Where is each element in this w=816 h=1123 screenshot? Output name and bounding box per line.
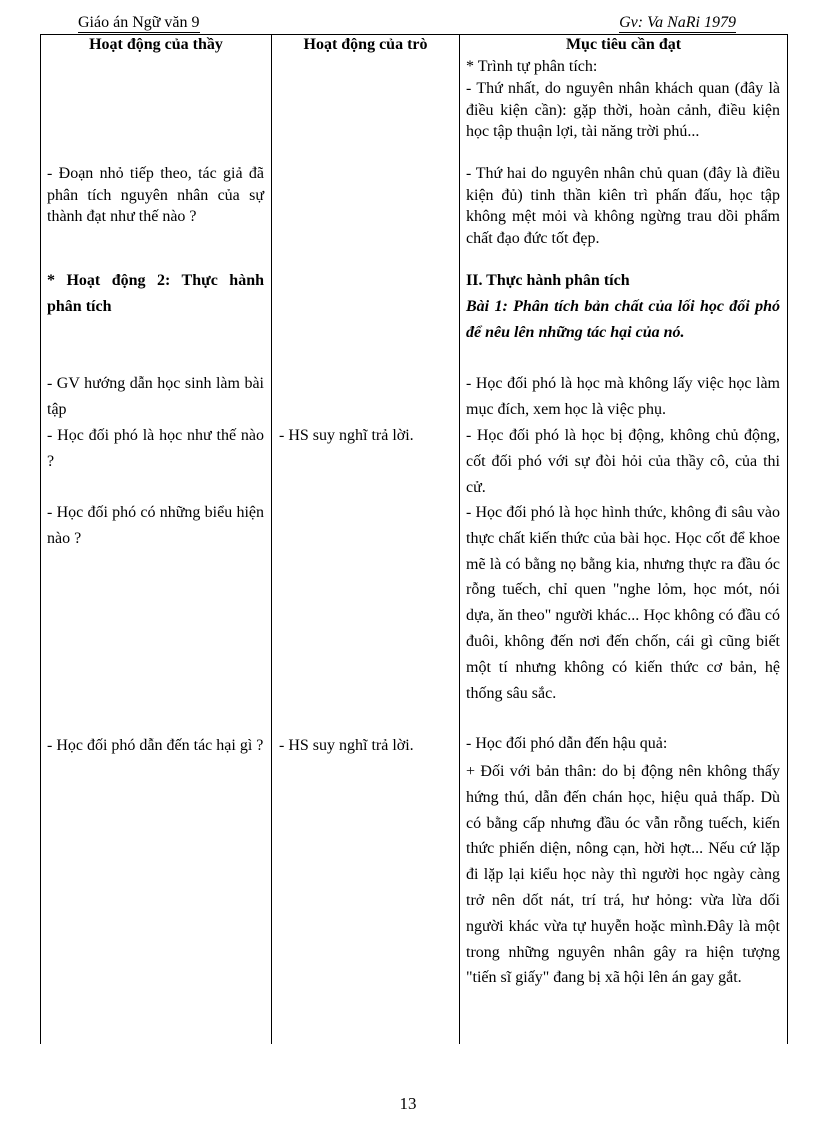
page-number: 13 [399, 1094, 417, 1113]
goal-point-2: - Học đối phó là học bị động, không chủ động, cốt đối phó với sự đòi hỏi của thầy cô, của thi cử. [466, 427, 780, 496]
goal-point-1: - Học đối phó là học mà không lấy việc học làm mục đích, xem học là việc phụ. [466, 375, 780, 418]
teacher-activity-2: * Hoạt động 2: Thực hành phân tích [47, 272, 264, 315]
header-teacher: Gv: Va NaRi 1979 [619, 14, 736, 31]
goal-first-cause: - Thứ nhất, do nguyên nhân khách quan (đây là điều kiện cần): gặp thời, hoàn cảnh, điều kiện học tập thuận lợi, tài năng trời phú... [466, 80, 780, 141]
column-divider-2 [459, 34, 460, 1044]
teacher-question-2: - Học đối phó có những biểu hiện nào ? [47, 504, 264, 547]
section-practice-title: II. Thực hành phân tích [466, 272, 630, 289]
teacher-question-cause: - Đoạn nhỏ tiếp theo, tác giả đã phân tích nguyên nhân của sự thành đạt như thế nào ? [47, 165, 264, 226]
goal-consequence-intro: - Học đối phó dẫn đến hậu quả: [466, 735, 668, 752]
column-header-teacher: Hoạt động của thầy [89, 36, 223, 53]
teacher-question-1: - Học đối phó là học như thế nào ? [47, 427, 264, 470]
table-top-border [40, 34, 788, 35]
goal-analysis-order: * Trình tự phân tích: [466, 58, 598, 75]
exercise-1-title: Bài 1: Phân tích bản chất của lối học đối phó để nêu lên những tác hại của nó. [466, 298, 780, 341]
student-answer-1: - HS suy nghĩ trả lời. [279, 427, 414, 444]
column-divider-1 [271, 34, 272, 1044]
goal-consequence-detail: + Đối với bản thân: do bị động nên không thấy hứng thú, dẫn đến chán học, hiệu quả thấp. Dù có bằng cấp nhưng đầu óc vẫn rỗng tuếch, kiến thức phiến diện, nông cạn, hời hợt... Nếu cứ lặp đi lặp lại kiểu học này thì người học ngày càng trở nên dốt nát, trí trá, hư hỏng: vừa lừa dối người khác vừa tự huyễn hoặc mình.Đây là một trong những nguyên nhân gây ra hiện tượng "tiến sĩ giấy" đang bị xã hội lên án gay gắt. [466, 763, 780, 987]
teacher-question-3: - Học đối phó dẫn đến tác hại gì ? [47, 737, 264, 754]
column-header-student: Hoạt động của trò [303, 36, 428, 53]
table-right-border [787, 34, 788, 1044]
header-subject: Giáo án Ngữ văn 9 [78, 14, 200, 31]
table-left-border [40, 34, 41, 1044]
goal-point-3: - Học đối phó là học hình thức, không đi sâu vào thực chất kiến thức của bài học. Học cốt để khoe mẽ là có bằng nọ bằng kia, nhưng thực ra đầu óc rỗng tuếch, chỉ quen "nghe lỏm, học mót, nói dựa, ăn theo" người khác... Học không có đầu có đuôi, không đến nơi đến chốn, cái gì cũng biết một tí nhưng không có kiến thức cơ bản, hệ thống sâu sắc. [466, 504, 780, 702]
teacher-guidance: - GV hướng dẫn học sinh làm bài tập [47, 375, 264, 418]
goal-second-cause: - Thứ hai do nguyên nhân chủ quan (đây là điều kiện đủ) tinh thần kiên trì phấn đấu, học tập không mệt mỏi và không ngừng trau dồi phẩm chất đạo đức tốt đẹp. [466, 165, 780, 248]
column-header-goals: Mục tiêu cần đạt [565, 36, 682, 53]
student-answer-2: - HS suy nghĩ trả lời. [279, 737, 414, 754]
